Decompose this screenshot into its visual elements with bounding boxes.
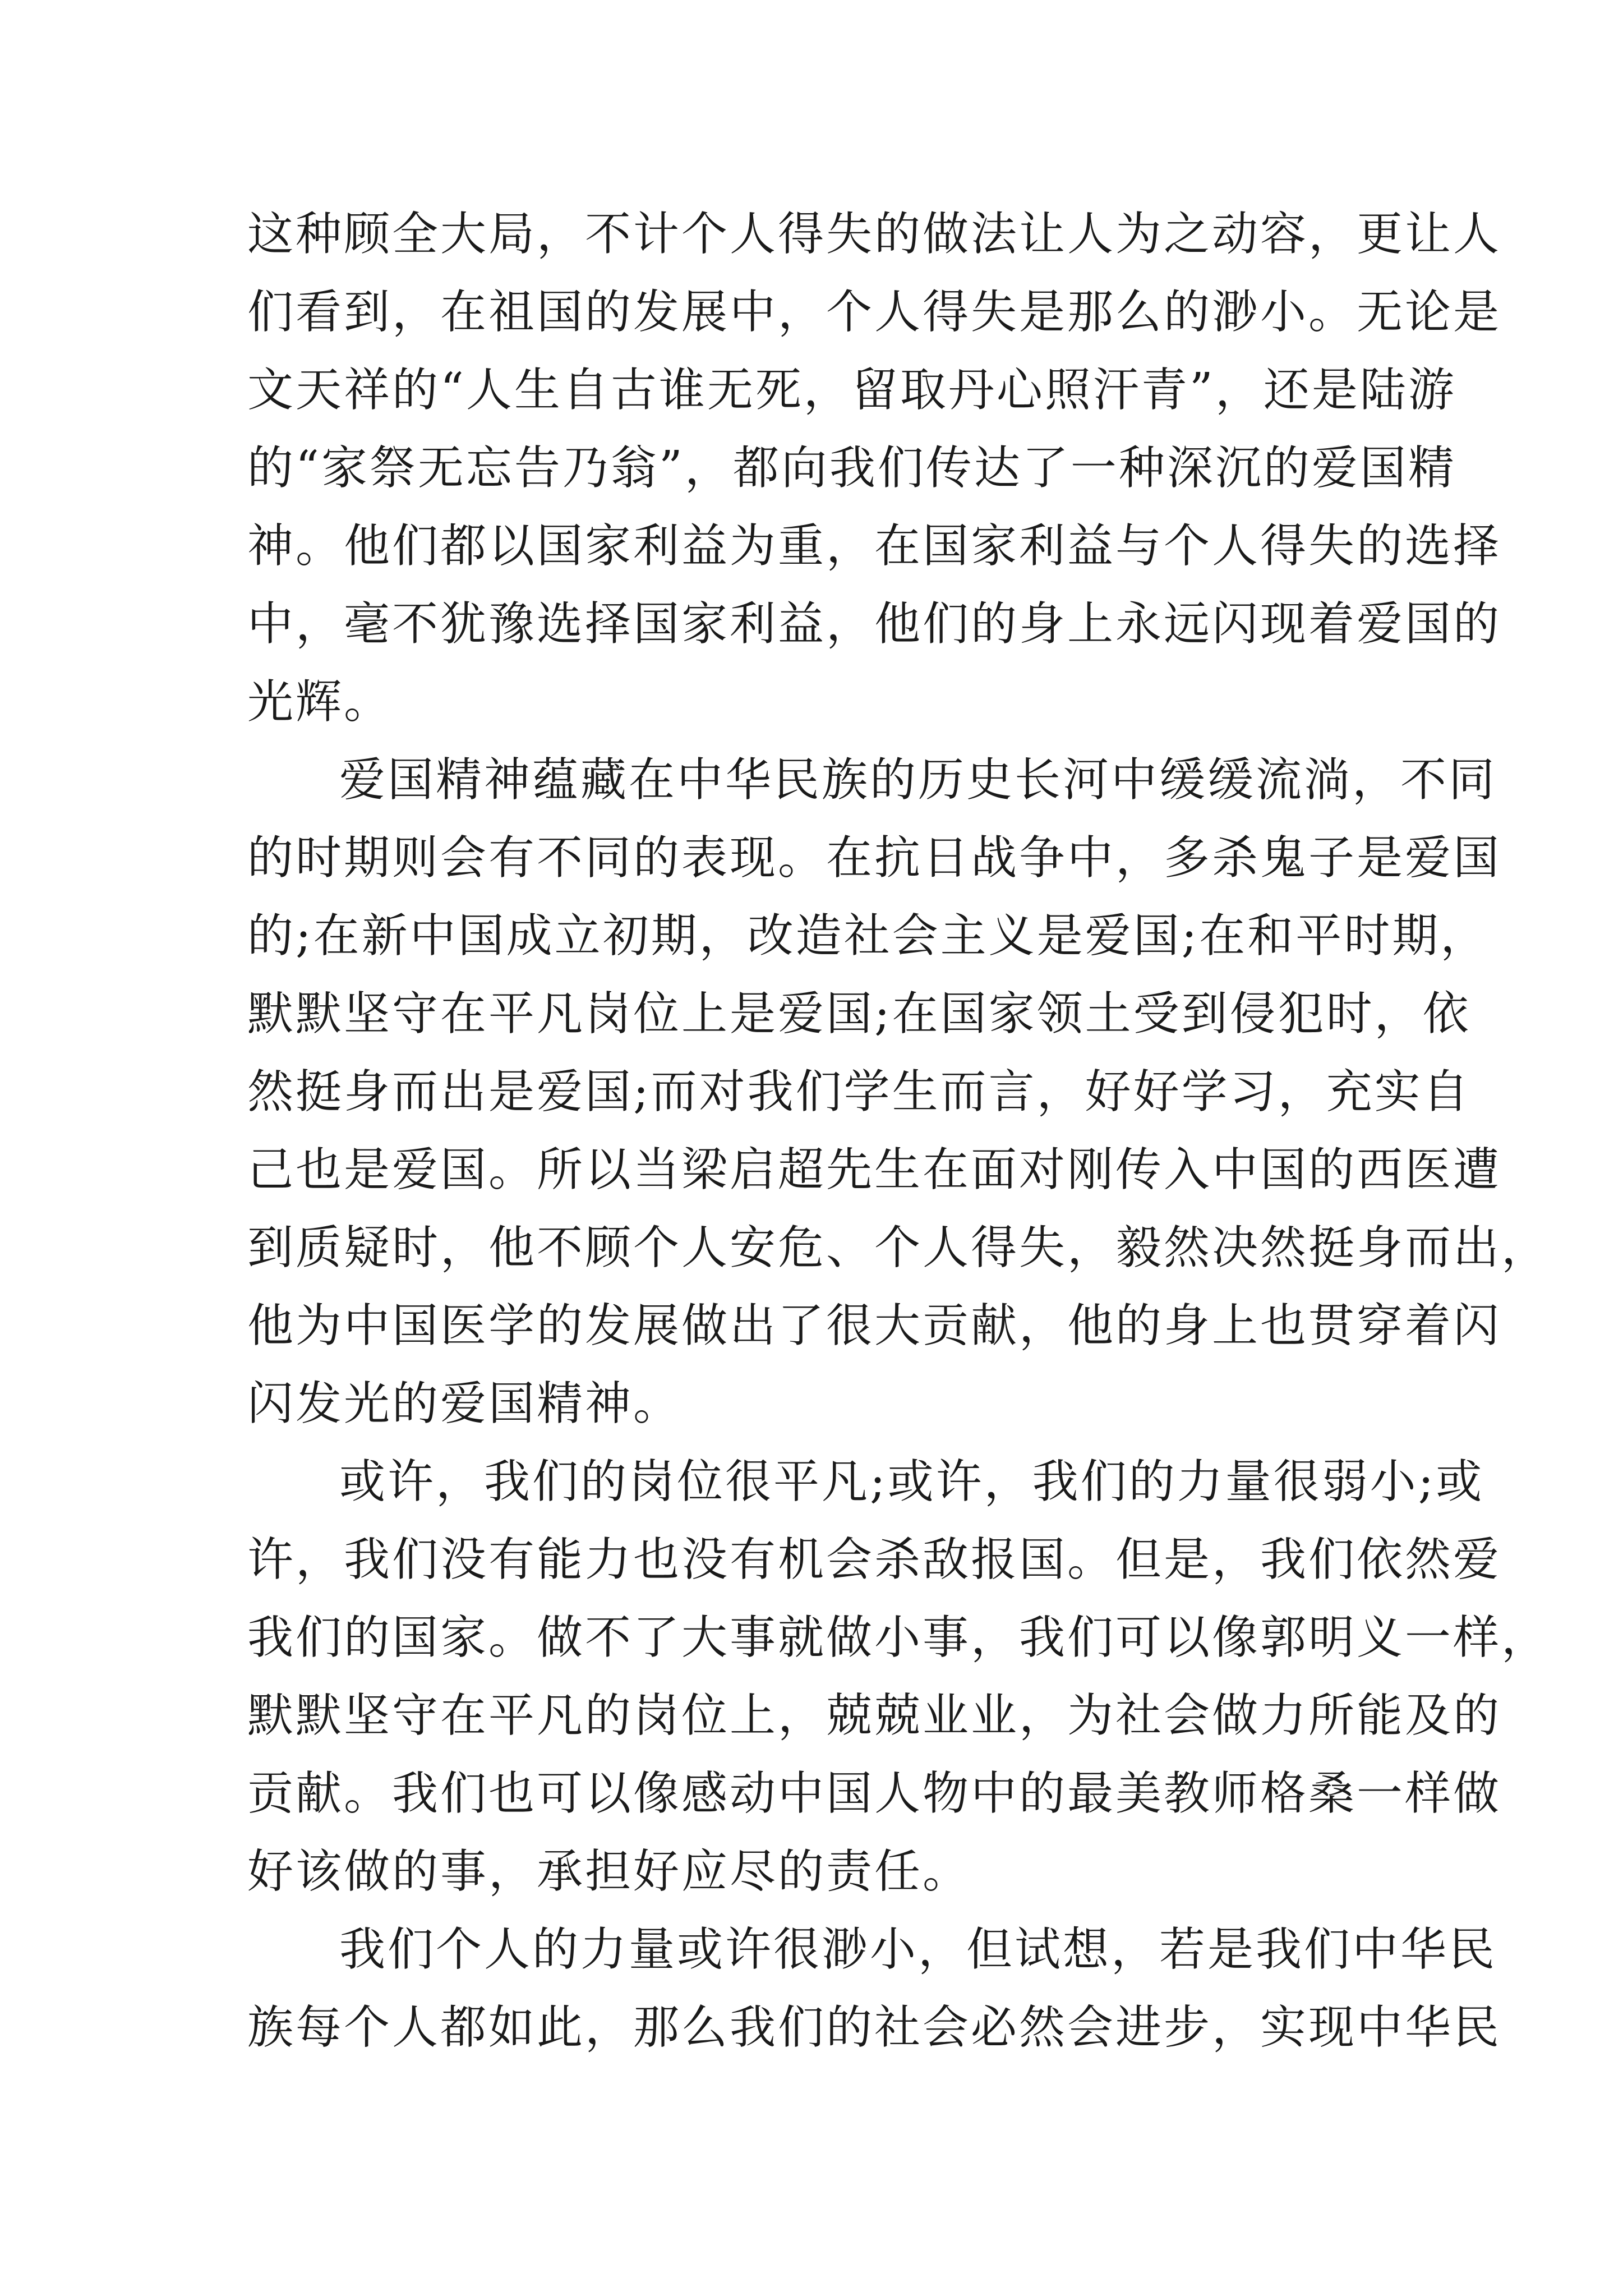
text-line: 贡献。我们也可以像感动中国人物中的最美教师格桑一样做 — [247, 1767, 1502, 1820]
text-line: 中，毫不犹豫选择国家利益，他们的身上永远闪现着爱国的 — [247, 597, 1502, 651]
text-line: 我们的国家。做不了大事就做小事，我们可以像郭明义一样， — [247, 1611, 1550, 1664]
text-line: 爱国精神蕴藏在中华民族的历史长河中缓缓流淌，不同 — [339, 753, 1497, 807]
text-line: 族每个人都如此，那么我们的社会必然会进步，实现中华民 — [247, 2001, 1502, 2054]
text-line: 默默坚守在平凡岗位上是爱国;在国家领土受到侵犯时，依 — [247, 987, 1471, 1041]
text-line: 我们个人的力量或许很渺小，但试想，若是我们中华民 — [339, 1923, 1497, 1976]
body-text — [247, 195, 1550, 2067]
paragraph-1 — [247, 195, 1502, 741]
text-line: 的时期则会有不同的表现。在抗日战争中，多杀鬼子是爱国 — [247, 831, 1502, 885]
text-line: 闪发光的爱国精神。 — [247, 1377, 682, 1430]
text-line: 然挺身而出是爱国;而对我们学生而言，好好学习，充实自 — [247, 1065, 1471, 1119]
text-line: 到质疑时，他不顾个人安危、个人得失，毅然决然挺身而出， — [247, 1221, 1550, 1274]
text-line: 的;在新中国成立初期，改造社会主义是爱国;在和平时期， — [247, 909, 1489, 963]
text-line: 好该做的事，承担好应尽的责任。 — [247, 1845, 971, 1898]
text-line: 神。他们都以国家利益为重，在国家利益与个人得失的选择 — [247, 519, 1502, 573]
paragraph-4 — [247, 1911, 1502, 2067]
paragraph-2 — [247, 741, 1550, 1443]
text-line: 他为中国医学的发展做出了很大贡献，他的身上也贯穿着闪 — [247, 1299, 1502, 1352]
paragraph-3 — [247, 1443, 1550, 1911]
text-line: 默默坚守在平凡的岗位上，兢兢业业，为社会做力所能及的 — [247, 1689, 1502, 1742]
text-line: 文天祥的“人生自古谁无死，留取丹心照汗青”，还是陆游 — [247, 364, 1456, 417]
text-line: 们看到，在祖国的发展中，个人得失是那么的渺小。无论是 — [247, 286, 1502, 339]
text-line: 的“家祭无忘告乃翁”，都向我们传达了一种深沉的爱国精 — [247, 441, 1456, 495]
text-line: 己也是爱国。所以当梁启超先生在面对刚传入中国的西医遭 — [247, 1143, 1502, 1197]
text-line: 或许，我们的岗位很平凡;或许，我们的力量很弱小;或 — [339, 1455, 1484, 1508]
text-line: 许，我们没有能力也没有机会杀敌报国。但是，我们依然爱 — [247, 1533, 1502, 1586]
text-line: 光辉。 — [247, 675, 393, 729]
text-line: 这种顾全大局，不计个人得失的做法让人为之动容，更让人 — [247, 208, 1502, 261]
